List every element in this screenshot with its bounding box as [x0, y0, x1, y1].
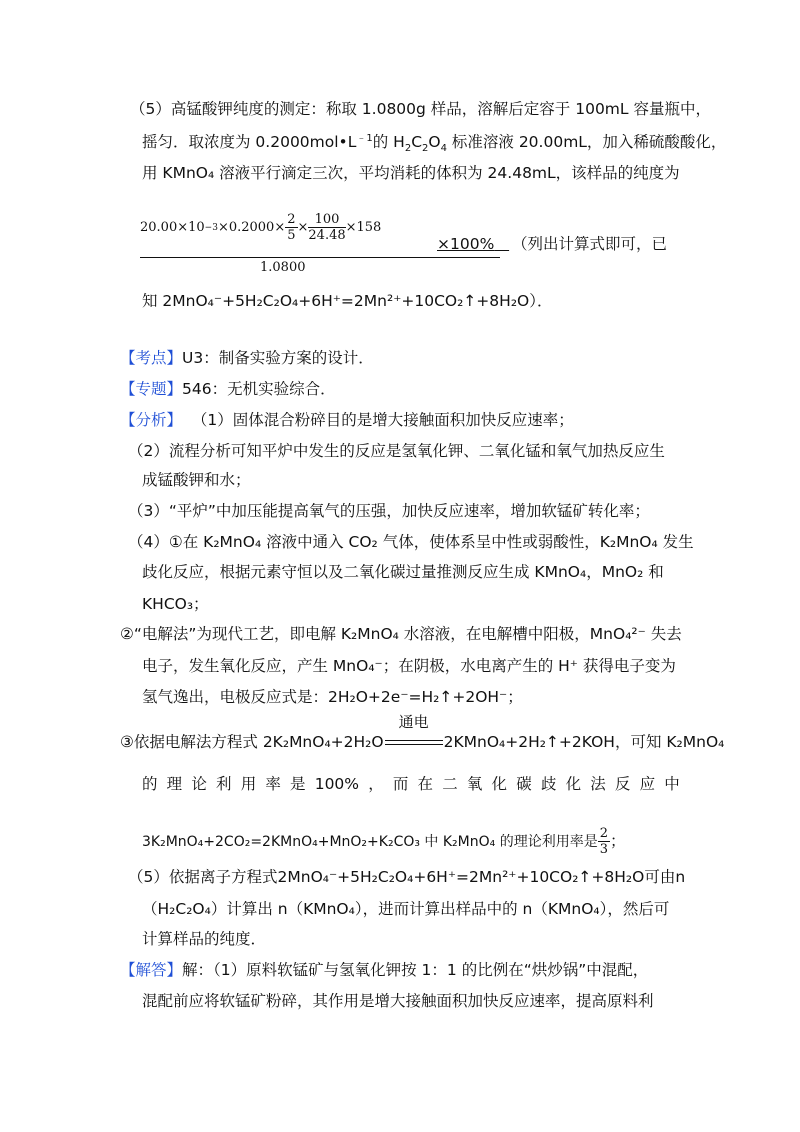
word: 反	[614, 775, 631, 793]
fenxi-p6c: 3K₂MnO₄+2CO₂=2KMnO₄+MnO₂+K₂CO₃ 中 K₂MnO₄ 的理论利用率是 $\frac{2}{3}$ ；	[142, 826, 626, 857]
word: 二	[442, 775, 458, 793]
q5-line-5: 知 2MnO₄⁻+5H₂C₂O₄+6H⁺=2Mn²⁺+10CO₂↑+8H₂O）．	[142, 292, 553, 310]
word: 是	[290, 775, 306, 793]
fraction-100-2448: $\frac{100}{24.48}$	[308, 212, 346, 243]
formula-denominator: 1.0800	[260, 260, 306, 275]
fraction-2-5: $\frac{2}{5}$	[287, 212, 296, 243]
q5-line-1: （5）高锰酸钾纯度的测定：称取 1.0800g 样品，溶解后定容于 100mL 容量瓶中，	[130, 100, 711, 118]
word: 的	[142, 775, 158, 793]
word: 而	[392, 775, 409, 793]
word: 在	[417, 775, 434, 793]
fraction-2-3: $\frac{2}{3}$	[599, 826, 608, 857]
word: ，	[368, 775, 384, 793]
fenxi-p5a: ②“电解法”为现代工艺，即电解 K₂MnO₄ 水溶液，在电解槽中阳极，MnO₄²⁻ 失去	[120, 625, 682, 643]
word: 化	[491, 775, 508, 793]
q5-line-2: 摇匀．取浓度为 $0.2000mol•L^{﹣1}$的 $H_2C_2O_4$ 标准溶液 20.00mL，加入稀硫酸酸化，	[142, 132, 727, 155]
purity-formula: 20.00×10 −3 ×0.2000× $\frac{2}{5}$ × $\frac{100}{24.48}$ ×158 1.0800	[140, 212, 500, 247]
fenxi-p2b: 成锰酸钾和水；	[142, 471, 251, 489]
word: 依	[168, 868, 185, 886]
word: 论	[191, 775, 207, 793]
word: 程	[246, 868, 262, 886]
word: 法	[590, 775, 606, 793]
word: 5	[143, 868, 154, 886]
fenxi-p7c: 计算样品的纯度．	[142, 930, 267, 948]
fenxi-p5b: 电子，发生氧化反应，产生 MnO₄⁻；在阴极，水电离产生的 H⁺ 获得电子变为	[142, 657, 676, 675]
kaodian: 【考点】U3：制备实验方案的设计．	[120, 349, 374, 367]
q5-line-4-tail: （列出计算式即可，已	[512, 235, 668, 253]
word: 据	[184, 868, 200, 886]
word: （	[128, 868, 144, 886]
fenxi-p4b: 歧化反应，根据元素守恒以及二氧化碳过量推测反应生成 KMnO₄，MnO₂ 和	[142, 563, 664, 581]
fenxi-p6b	[142, 773, 680, 795]
word: 率	[265, 775, 281, 793]
word: 氧	[466, 775, 483, 793]
word: 子	[215, 868, 231, 886]
electrolysis-equals-sign: 通电	[384, 731, 444, 753]
fenxi-p3: （3）“平炉”中加压能提高氧气的压强，加快反应速率，增加软锰矿转化率；	[128, 502, 650, 520]
word: 式	[262, 868, 278, 886]
word: 中	[664, 775, 680, 793]
fenxi-p1: 【分析】 （1）固体混合粉碎目的是增大接触面积加快反应速率；	[120, 411, 574, 429]
q5-line-3: 用 KMnO₄ 溶液平行滴定三次，平均消耗的体积为 24.48mL，该样品的纯度为	[142, 164, 680, 182]
word: 化	[565, 775, 582, 793]
word: 歧	[540, 775, 557, 793]
fenxi-p6a: ③依据电解法方程式 2K₂MnO₄+2H₂O 通电 2KMnO₄+2H₂↑+2KOH，可知 K₂MnO₄	[120, 713, 725, 751]
word: 由	[659, 868, 676, 886]
fraction-bar	[140, 257, 500, 258]
fenxi-p7a	[128, 866, 686, 888]
fenxi-p5c: 氢气逸出，电极反应式是：2H₂O+2e⁻=H₂↑+2OH⁻；	[142, 688, 523, 706]
jieda-p1: 【解答】解：（1）原料软锰矿与氢氧化钾按 1：1 的比例在“烘炒锅”中混配，	[120, 961, 649, 979]
word: ）	[153, 868, 169, 886]
fenxi-p7b: （H₂C₂O₄）计算出 n（KMnO₄），进而计算出样品中的 n（KMnO₄），然后可	[142, 900, 670, 918]
word: 用	[240, 775, 257, 793]
fenxi-p4c: KHCO₃；	[142, 595, 209, 613]
word: 100%	[314, 775, 360, 793]
word: 利	[216, 775, 232, 793]
fenxi-p2a: （2）流程分析可知平炉中发生的反应是氢氧化钾、二氧化锰和氧气加热反应生	[128, 442, 665, 460]
word: 离	[199, 868, 216, 886]
word: 碳	[516, 775, 532, 793]
word: 方	[230, 868, 247, 886]
percent-term: ×100%	[437, 235, 495, 253]
fenxi-p4a: （4）①在 K₂MnO₄ 溶液中通入 CO₂ 气体，使体系呈中性或弱酸性，K₂MnO₄ 发生	[128, 533, 694, 551]
jieda-p2: 混配前应将软锰矿粉碎，其作用是增大接触面积加快反应速率，提高原料利	[142, 992, 654, 1010]
word: 可	[644, 868, 660, 886]
word: 应	[639, 775, 656, 793]
word: 理	[166, 775, 183, 793]
zhuanti: 【专题】546：无机实验综合．	[120, 380, 336, 398]
word: n	[675, 868, 686, 886]
word: 2MnO₄⁻+5H₂C₂O₄+6H⁺=2Mn²⁺+10CO₂↑+8H₂O	[277, 868, 645, 886]
